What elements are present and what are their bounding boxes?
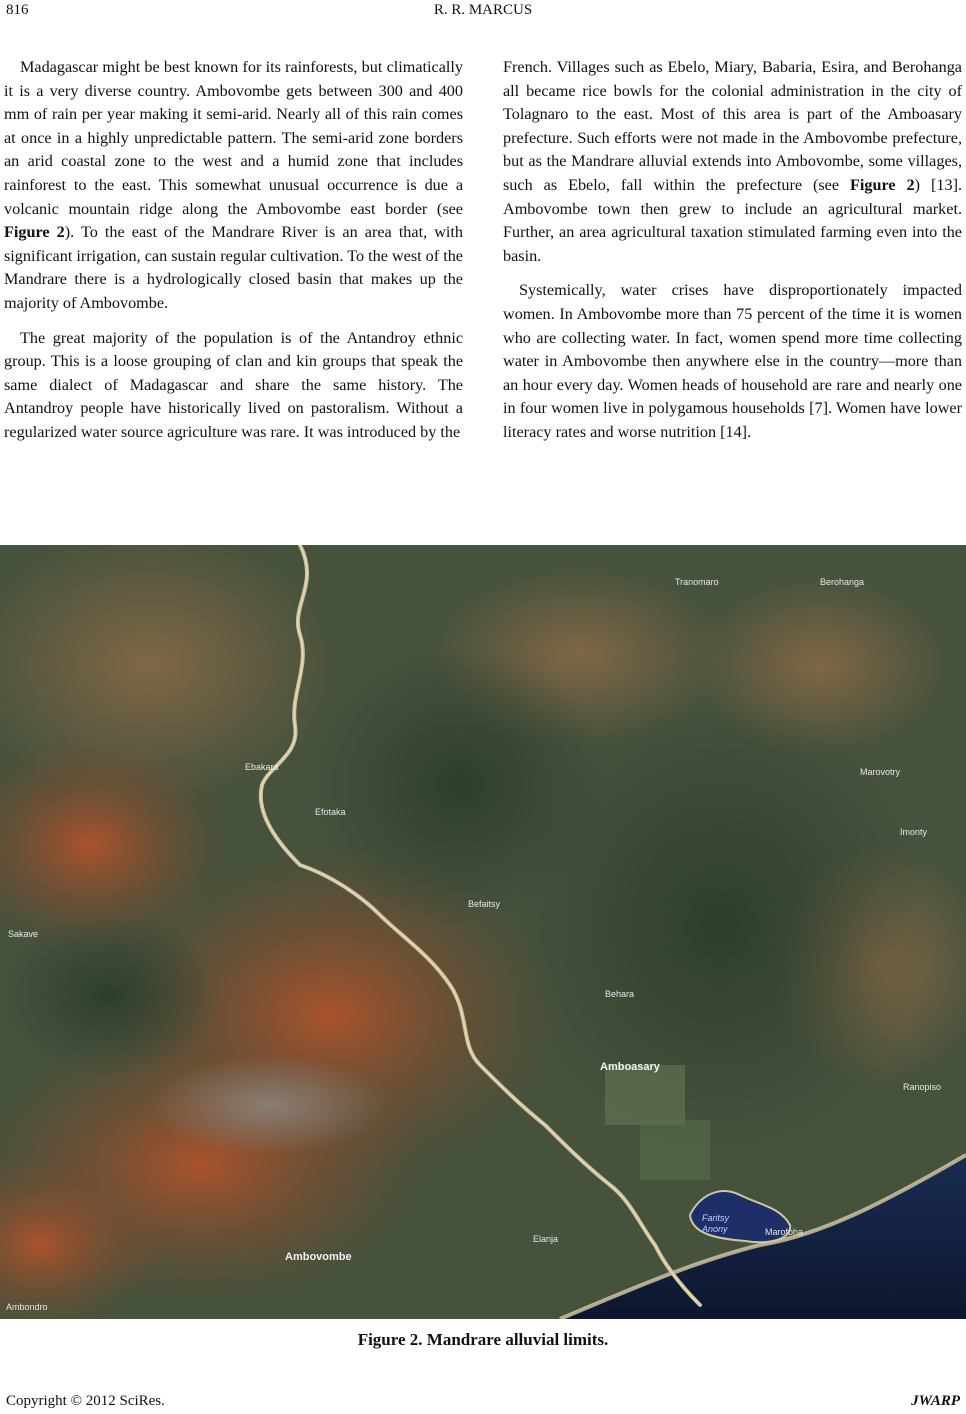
terrain-forest [510,695,930,1155]
map-label-berohanga: Berohanga [820,577,865,587]
map-label-marovotry: Marovotry [860,767,901,777]
page-number: 816 [6,2,29,18]
paragraph-women: Systemically, water crises have disproportionately impacted women. In Ambovombe more than 75 percent of the time it is women who are collecting water. In fact, women spend more time collecting water in Ambovombe then anywhere else in the country—more than an hour every day. Women heads of household are rare and nearly one in four women live in polygamous households [7]. Women have lower literacy rates and worse nutrition [14]. [503,281,962,441]
figure-caption: Figure 2. Mandrare alluvial limits. [357,1330,609,1349]
map-label-ebakara: Ebakara [245,762,279,772]
terrain-flat [150,1055,390,1155]
page-header [0,0,966,24]
paragraph-colonial [503,56,962,268]
map-label-tranomaro: Tranomaro [675,577,719,587]
map-label-elanja: Elanja [533,1234,559,1244]
map-label-behara: Behara [605,989,635,999]
copyright: Copyright © 2012 SciRes. [6,1393,165,1409]
map-label-marofoha: Marofoha [765,1227,804,1237]
terrain-forest [0,915,220,1075]
text-run: ) [13]. Ambovombe town then grew to include an agricultural market. Further, an area agricultural taxation stimulated farming even into the basin. [503,175,963,265]
left-column [4,56,463,456]
map-label-lake [701,1213,730,1234]
satellite-map [0,545,966,1319]
figure-reference: Figure 2 [4,223,65,242]
map-label-amboasary: Amboasary [600,1061,660,1073]
map-label-ranopiso: Ranopiso [903,1082,942,1092]
map-label-befaitsy: Befaitsy [468,899,501,909]
map-label-imonty: Imonty [900,827,928,837]
map-label-sakave: Sakave [8,929,39,939]
map-label-ambondro: Ambondro [6,1302,48,1312]
figure-reference: Figure 2 [850,175,915,194]
journal-name: JWARP [911,1393,960,1409]
farmland [605,1065,685,1125]
map-label-lake-line2: Anony [702,1224,728,1234]
right-column [503,56,962,456]
map-label-efotaka: Efotaka [315,807,346,817]
paragraph-climate: Madagascar might be best known for its rainforests, but climatically it is a very diverse country. Ambovombe gets between 300 and 400 mm of rain per year making it semi-arid. Nearly all of this rain comes at once in a highly unpredictable pattern. The semi-arid zone borders an arid coastal zone to the west and a humid zone that includes rainforest to the east. This somewhat unusual occurrence is due a volcanic mountain ridge along the Ambovombe east border (see Figure 2). To the east of the Mandrare River is an area that, with significant irrigation, can sustain regular cultivation. To the west of the Mandrare there is a hydrologically closed basin that makes up the majority of Ambovombe. [4,58,463,312]
satellite-map-figure [0,545,966,1319]
farmland [640,1120,710,1180]
text-run: French. Villages such as Ebelo, Miary, Babaria, Esira, and Berohanga all became rice bowls for the colonial administration in the city of Tolagnaro to the east. Most of this area is part of the Amboasary prefecture. Such efforts were not made in the Ambovombe prefecture, but as the Mandrare alluvial extends into Ambovombe, some villages, such as Ebelo, fall within the prefecture (see [503,58,962,194]
running-head: R. R. MARCUS [433,2,533,18]
map-label-ambovombe: Ambovombe [285,1251,352,1263]
paragraph-population: The great majority of the population is of the Antandroy ethnic group. This is a loose grouping of clan and kin groups that speak the same dialect of Madagascar and share the same history. The Antandroy people have historically lived on pastoralism. Without a regularized water source agriculture was rare. It was introduced by the [4,328,463,441]
map-label-lake-line1: Faritsy [702,1213,729,1223]
